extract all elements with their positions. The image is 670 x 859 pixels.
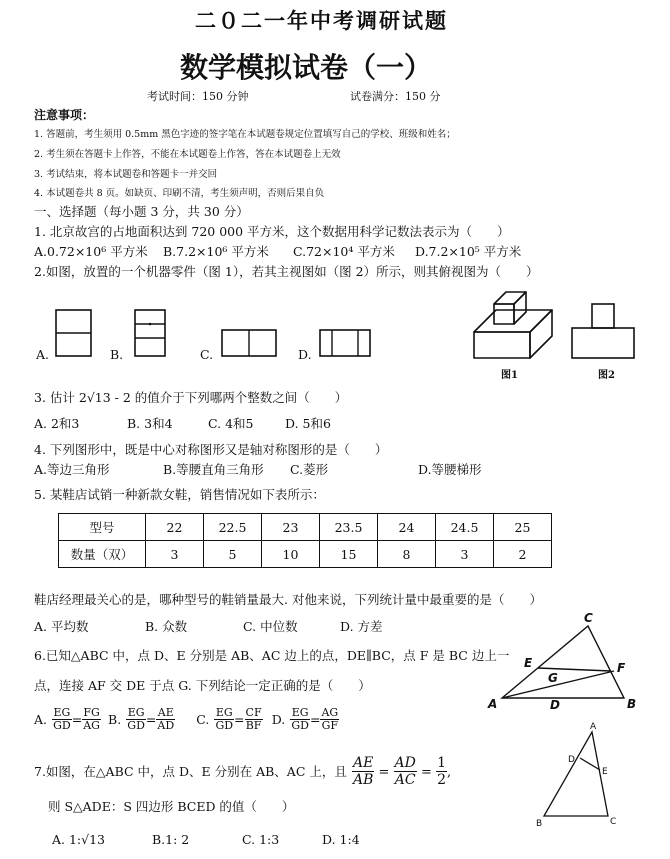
- q7-option-d: D. 1:4: [322, 832, 360, 847]
- q2-option-c-figure: [220, 328, 280, 360]
- full-score: 试卷满分：150 分: [350, 90, 441, 103]
- table-cell: 22: [146, 514, 204, 541]
- notes-heading: 注意事项：: [34, 108, 95, 122]
- q2-option-c: C.: [200, 347, 214, 362]
- table-cell: 10: [262, 541, 320, 568]
- q6-c-den1: GD: [215, 719, 234, 732]
- q7-triangle-figure: [530, 720, 630, 832]
- q5-option-d: D. 方差: [340, 619, 383, 634]
- q6-label-f: F: [617, 661, 626, 675]
- q4-option-c: C.菱形: [290, 462, 329, 477]
- table-cell: 3: [146, 541, 204, 568]
- table-cell: 24: [378, 514, 436, 541]
- figure-1-caption: 图1: [501, 370, 518, 381]
- q3-option-d: D. 5和6: [285, 416, 331, 431]
- exam-title: 二０二一年中考调研试题: [195, 8, 448, 33]
- note-item: 4. 本试题卷共 8 页。如缺页、印刷不清，考生须声明，否则后果自负: [34, 188, 325, 199]
- q7-option-a: A. 1:√13: [52, 832, 106, 847]
- q7-label-b: B: [536, 819, 543, 829]
- q1-option-b: B.7.2×10⁶ 平方米: [163, 244, 269, 259]
- table-cell: 5: [204, 541, 262, 568]
- question-7-stem: 7.如图，在△ABC 中，点 D、E 分别在 AB、AC 上，且 $\frac{AE}{AB}$ = $\frac{AD}{AC}$ = $\frac{1}{2}$ ,: [34, 755, 452, 788]
- q3-option-a: A. 2和3: [34, 416, 80, 431]
- question-1-stem: 1. 北京故宫的占地面积达到 720 000 平方米，这个数据用科学记数法表示为（ ）: [34, 224, 510, 239]
- q6-d-den2: GF: [321, 719, 339, 732]
- section-heading: 一、选择题（每小题 3 分，共 30 分）: [34, 204, 249, 219]
- q6-a-num1: EG: [53, 706, 71, 719]
- table-row: [59, 514, 552, 541]
- paper-title: 数学模拟试卷（一）: [180, 51, 433, 84]
- table-cell: 25: [494, 514, 552, 541]
- q7-f3-num: 1: [437, 755, 446, 771]
- q3-option-b: B. 3和4: [127, 416, 173, 431]
- q7-f1-num: AE: [353, 755, 374, 771]
- q6-label-a: A: [488, 697, 498, 711]
- q4-option-b: B.等腰直角三角形: [163, 462, 264, 477]
- table-row-label: 型号: [59, 514, 146, 541]
- q6-option-a-label: A.: [34, 712, 48, 727]
- q6-d-den1: GD: [291, 719, 309, 732]
- q7-label-c: C: [610, 817, 617, 827]
- table-row-label: 数量（双）: [59, 541, 146, 568]
- question-6-stem: 6.已知△ABC 中，点 D、E 分别是 AB、AC 边上的点，DE∥BC，点 F 是 BC 边上一: [34, 648, 510, 663]
- q6-b-den2: AD: [157, 719, 175, 732]
- q6-b-den1: GD: [127, 719, 145, 732]
- q6-option-b-label: B.: [108, 712, 122, 727]
- table-cell: 8: [378, 541, 436, 568]
- table-cell: 24.5: [436, 514, 494, 541]
- note-item: 2. 考生须在答题卡上作答，不能在本试题卷上作答，答在本试题卷上无效: [34, 149, 341, 160]
- question-6-stem-2: 点，连接 AF 交 DE 于点 G. 下列结论一定正确的是（ ）: [34, 678, 371, 693]
- q6-label-d: D: [550, 698, 560, 712]
- q1-option-c: C.72×10⁴ 平方米: [293, 244, 395, 259]
- q2-option-b-figure: [130, 308, 170, 360]
- figure-2-front-view: [568, 300, 638, 364]
- q5-option-b: B. 众数: [145, 619, 188, 634]
- q7-label-a: A: [590, 722, 597, 732]
- q6-option-d-label: D.: [271, 712, 286, 727]
- table-cell: 2: [494, 541, 552, 568]
- note-item: 1. 答题前，考生须用 0.5mm 黑色字迹的签字笔在本试题卷规定位置填写自己的学校、班级和姓名；: [34, 129, 456, 140]
- q6-option-c-label: C.: [196, 712, 210, 727]
- q6-label-c: C: [584, 611, 593, 625]
- q6-c-den2: BF: [245, 719, 262, 732]
- q2-option-d: D.: [298, 347, 312, 362]
- q7-label-d: D: [568, 755, 575, 765]
- exam-time: 考试时间：150 分钟: [147, 90, 249, 103]
- q7-stem-text: 7.如图，在△ABC 中，点 D、E 分别在 AB、AC 上，且: [34, 764, 347, 779]
- table-cell: 3: [436, 541, 494, 568]
- note-item: 3. 考试结束，将本试题卷和答题卡一并交回: [34, 169, 218, 180]
- q7-label-e: E: [602, 767, 608, 777]
- q6-a-den2: AG: [83, 719, 100, 732]
- q1-option-d: D.7.2×10⁵ 平方米: [415, 244, 522, 259]
- q6-c-num2: CF: [245, 706, 262, 719]
- q6-d-num2: AG: [321, 706, 339, 719]
- q2-option-d-figure: [318, 328, 374, 360]
- question-7-line-2: 则 S△ADE：S 四边形 BCED 的值（ ）: [48, 799, 295, 814]
- q6-c-num1: EG: [215, 706, 233, 719]
- q6-label-b: B: [627, 697, 637, 711]
- question-3-stem: 3. 估计 2√13 - 2 的值介于下列哪两个整数之间（ ）: [34, 390, 348, 405]
- table-row: [59, 541, 552, 568]
- table-cell: 23: [262, 514, 320, 541]
- q2-option-a: A.: [36, 347, 50, 362]
- q5-option-a: A. 平均数: [34, 619, 89, 634]
- q6-d-num1: EG: [291, 706, 309, 719]
- shoe-sales-table: [58, 513, 552, 568]
- table-cell: 15: [320, 541, 378, 568]
- q1-option-a: A.0.72×10⁶ 平方米: [34, 244, 148, 259]
- q6-a-den1: GD: [53, 719, 71, 732]
- q6-a-num2: FG: [83, 706, 100, 719]
- figure-2-caption: 图2: [598, 370, 615, 381]
- q6-b-num1: EG: [127, 706, 145, 719]
- q7-f3-den: 2: [437, 772, 446, 788]
- q2-option-a-figure: [54, 308, 94, 360]
- q2-option-b: B.: [110, 347, 124, 362]
- question-5-stem-2: 鞋店经理最关心的是，哪种型号的鞋销量最大. 对他来说，下列统计量中最重要的是（ ）: [34, 592, 542, 607]
- q7-f1-den: AB: [352, 772, 374, 788]
- q4-option-a: A.等边三角形: [34, 462, 110, 477]
- q6-label-e: E: [524, 656, 533, 670]
- q6-triangle-figure: [484, 610, 644, 714]
- q7-f2-num: AD: [394, 755, 416, 771]
- q4-option-d: D.等腰梯形: [418, 462, 482, 477]
- q6-label-g: G: [548, 671, 558, 685]
- question-5-stem: 5. 某鞋店试销一种新款女鞋，销售情况如下表所示：: [34, 487, 325, 502]
- table-cell: 22.5: [204, 514, 262, 541]
- q7-f2-den: AC: [394, 772, 416, 788]
- q7-option-b: B.1: 2: [152, 832, 190, 847]
- q7-option-c: C. 1:3: [242, 832, 280, 847]
- q5-option-c: C. 中位数: [243, 619, 298, 634]
- q3-option-c: C. 4和5: [208, 416, 254, 431]
- q6-options: A. $\frac{EG}{GD}$ = $\frac{FG}{AG}$ B. $\frac{EG}{GD}$ = $\frac{AE}{AD}$ C. $\frac{EG}{GD}$ = $\frac{CF}{BF}$ D. $\frac{EG}{GD}$ = $\frac{AG}{GF}$: [34, 706, 339, 732]
- question-2-stem: 2.如图，放置的一个机器零件（图 1），若其主视图如（图 2）所示，则其俯视图为（ ）: [34, 264, 539, 279]
- table-cell: 23.5: [320, 514, 378, 541]
- q6-b-num2: AE: [157, 706, 174, 719]
- question-4-stem: 4. 下列图形中，既是中心对称图形又是轴对称图形的是（ ）: [34, 442, 388, 457]
- figure-1-machine-part: [470, 288, 566, 378]
